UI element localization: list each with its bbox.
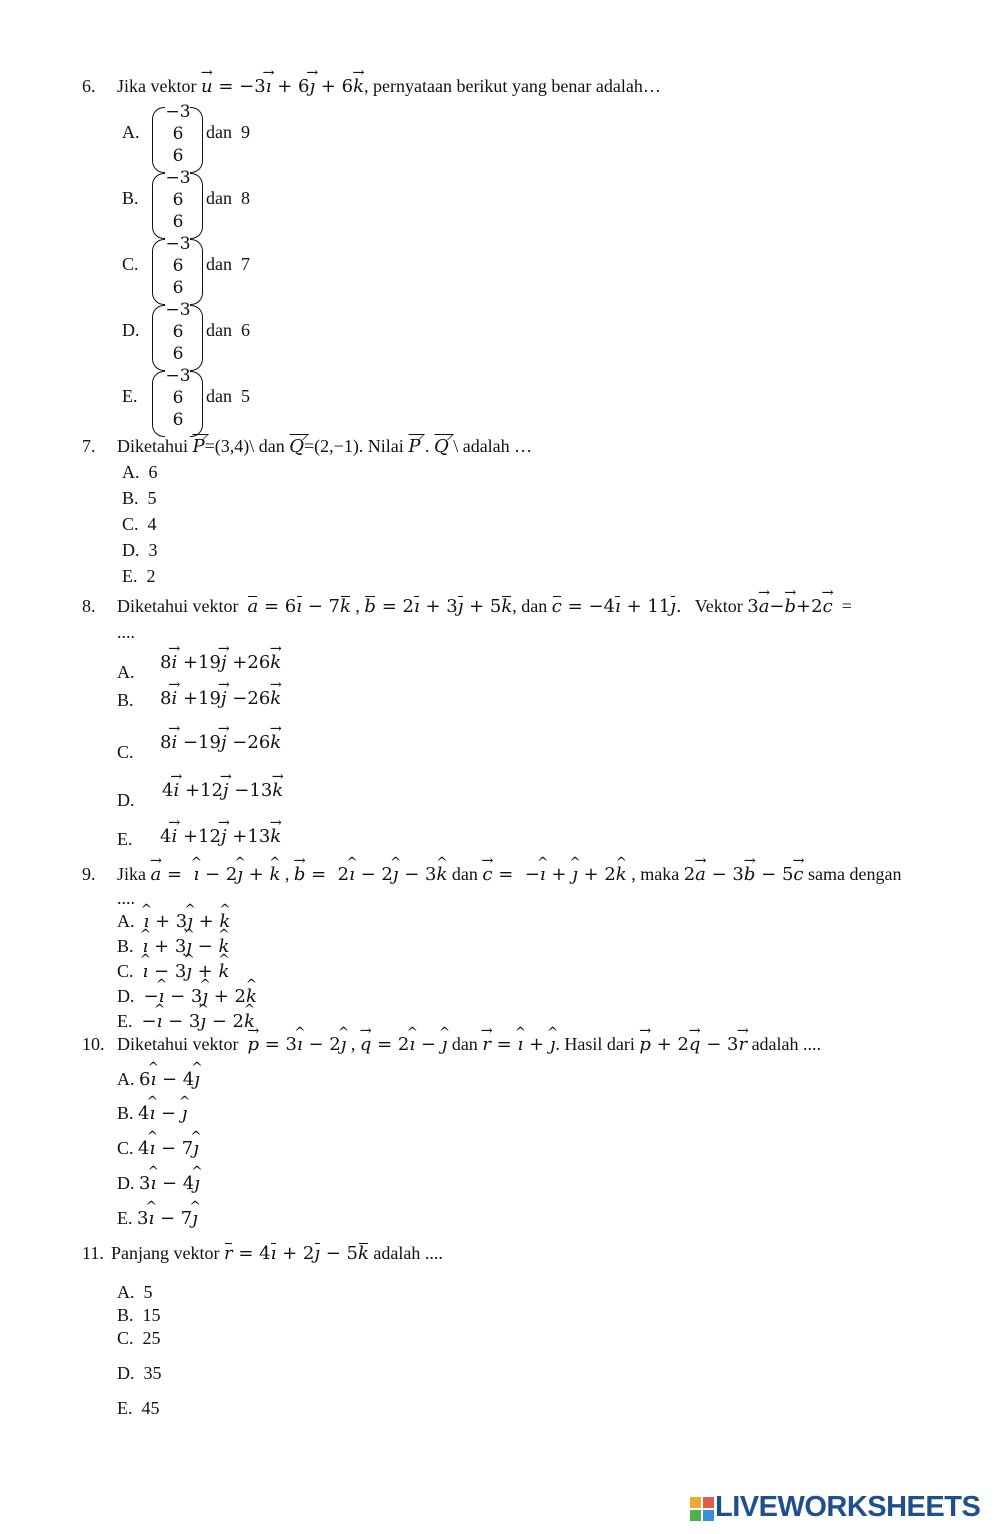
option-expression[interactable]: 4→ i +12→ j −13→ k — [162, 780, 283, 801]
question-8-text: Diketahui vektor a = 6ı − 7k , b = 2ı + 3ȷ + 5k, dan c = −4ı + 11ȷ. Vektor 3→ a−→ b+2→ c = — [117, 596, 852, 617]
option-expression[interactable]: 8→ i +19→ j −26→ k — [160, 688, 281, 709]
question-6-text: Jika vektor → u = −3→ ı + 6→ ȷ + 6→ k, pernyataan berikut yang benar adalah… — [117, 76, 661, 97]
option-item[interactable]: B. 5 — [122, 488, 157, 508]
option-text[interactable]: dan 5 — [206, 386, 250, 406]
question-10-text: Diketahui vektor → p = 3^ ı − 2^ ȷ , → q = 2^ ı − ^ ȷ dan → r = ^ ı + ^ ȷ. Hasil dari → p + 2→ q − 3→ r adalah .... — [117, 1034, 821, 1055]
option-item[interactable]: A. 6^ ı − 4^ ȷ — [117, 1069, 200, 1090]
option-expression[interactable]: 8→ i +19→ j +26→ k — [160, 652, 281, 673]
option-letter: C. — [117, 742, 134, 762]
option-letter: C. — [122, 254, 139, 274]
question-number: 11. — [82, 1243, 104, 1263]
question-number: 10. — [82, 1034, 105, 1054]
option-expression[interactable]: 4→ i +12→ j +13→ k — [160, 826, 281, 847]
option-letter: E. — [117, 829, 133, 849]
column-vector: −3 6 6 — [152, 107, 204, 175]
liveworksheets-logo — [690, 1491, 990, 1525]
column-vector: −3 6 6 — [152, 305, 204, 373]
question-continuation: .... — [117, 622, 135, 642]
question-number: 6. — [82, 76, 96, 96]
question-number: 9. — [82, 864, 96, 884]
question-7-text: Diketahui P=(3,4)\ dan Q=(2,−1). Nilai P . Q \ adalah … — [117, 436, 533, 457]
option-item[interactable]: A. 5 — [117, 1282, 153, 1302]
option-letter: D. — [117, 790, 135, 810]
option-letter: B. — [122, 188, 139, 208]
option-text[interactable]: dan 7 — [206, 254, 250, 274]
option-item[interactable]: D. 35 — [117, 1363, 162, 1383]
option-text[interactable]: dan 9 — [206, 122, 250, 142]
question-number: 8. — [82, 596, 96, 616]
option-item[interactable]: D. 3 — [122, 540, 158, 560]
question-9-text: Jika → a = ^ ı − 2^ ȷ + ^ k , → b = 2^ ı − 2^ ȷ − 3^ k dan → c = −^ ı + ^ ȷ + 2^ k , maka 2→ a − 3→ b − 5→ c sama dengan — [117, 864, 901, 885]
option-item[interactable]: A. 6 — [122, 462, 158, 482]
option-item[interactable]: A. ^ ı + 3^ ȷ + ^ k — [117, 911, 230, 932]
option-item[interactable]: E. 3^ ı − 7^ ȷ — [117, 1208, 198, 1229]
option-text[interactable]: dan 8 — [206, 188, 250, 208]
option-letter: D. — [122, 320, 140, 340]
option-item[interactable]: C. 4 — [122, 514, 157, 534]
option-item[interactable]: E. −^ ı − 3^ ȷ − 2^ k — [117, 1011, 255, 1032]
option-item[interactable]: E. 2 — [122, 566, 156, 586]
option-text[interactable]: dan 6 — [206, 320, 250, 340]
option-letter: B. — [117, 690, 134, 710]
question-number: 7. — [82, 436, 96, 456]
option-item[interactable]: C. 4^ ı − 7^ ȷ — [117, 1138, 199, 1159]
column-vector: −3 6 6 — [152, 239, 204, 307]
option-item[interactable]: D. −^ ı − 3^ ȷ + 2^ k — [117, 986, 257, 1007]
option-item[interactable]: E. 45 — [117, 1398, 160, 1418]
question-continuation: .... — [117, 888, 135, 908]
option-expression[interactable]: 8→ i −19→ j −26→ k — [160, 732, 281, 753]
brand-name: LIVEWORKSHEETS — [715, 1491, 981, 1523]
option-letter: E. — [122, 386, 138, 406]
question-11-text: Panjang vektor r = 4ı + 2ȷ − 5k adalah .... — [111, 1243, 443, 1264]
option-item[interactable]: C. ^ ı − 3^ ȷ + ^ k — [117, 961, 229, 982]
option-letter: A. — [117, 662, 135, 682]
option-item[interactable]: B. ^ ı + 3^ ȷ − ^ k — [117, 936, 229, 957]
option-item[interactable]: C. 25 — [117, 1328, 161, 1348]
option-letter: A. — [122, 122, 140, 142]
option-item[interactable]: B. 4^ ı − ^ ȷ — [117, 1103, 187, 1124]
option-item[interactable]: B. 15 — [117, 1305, 161, 1325]
column-vector: −3 6 6 — [152, 173, 204, 241]
column-vector: −3 6 6 — [152, 371, 204, 439]
vector-u-expression: → u = −3→ ı + 6→ ȷ + 6→ k — [201, 76, 364, 97]
option-item[interactable]: D. 3^ ı − 4^ ȷ — [117, 1173, 200, 1194]
liveworksheets-mark-icon — [690, 1497, 716, 1523]
